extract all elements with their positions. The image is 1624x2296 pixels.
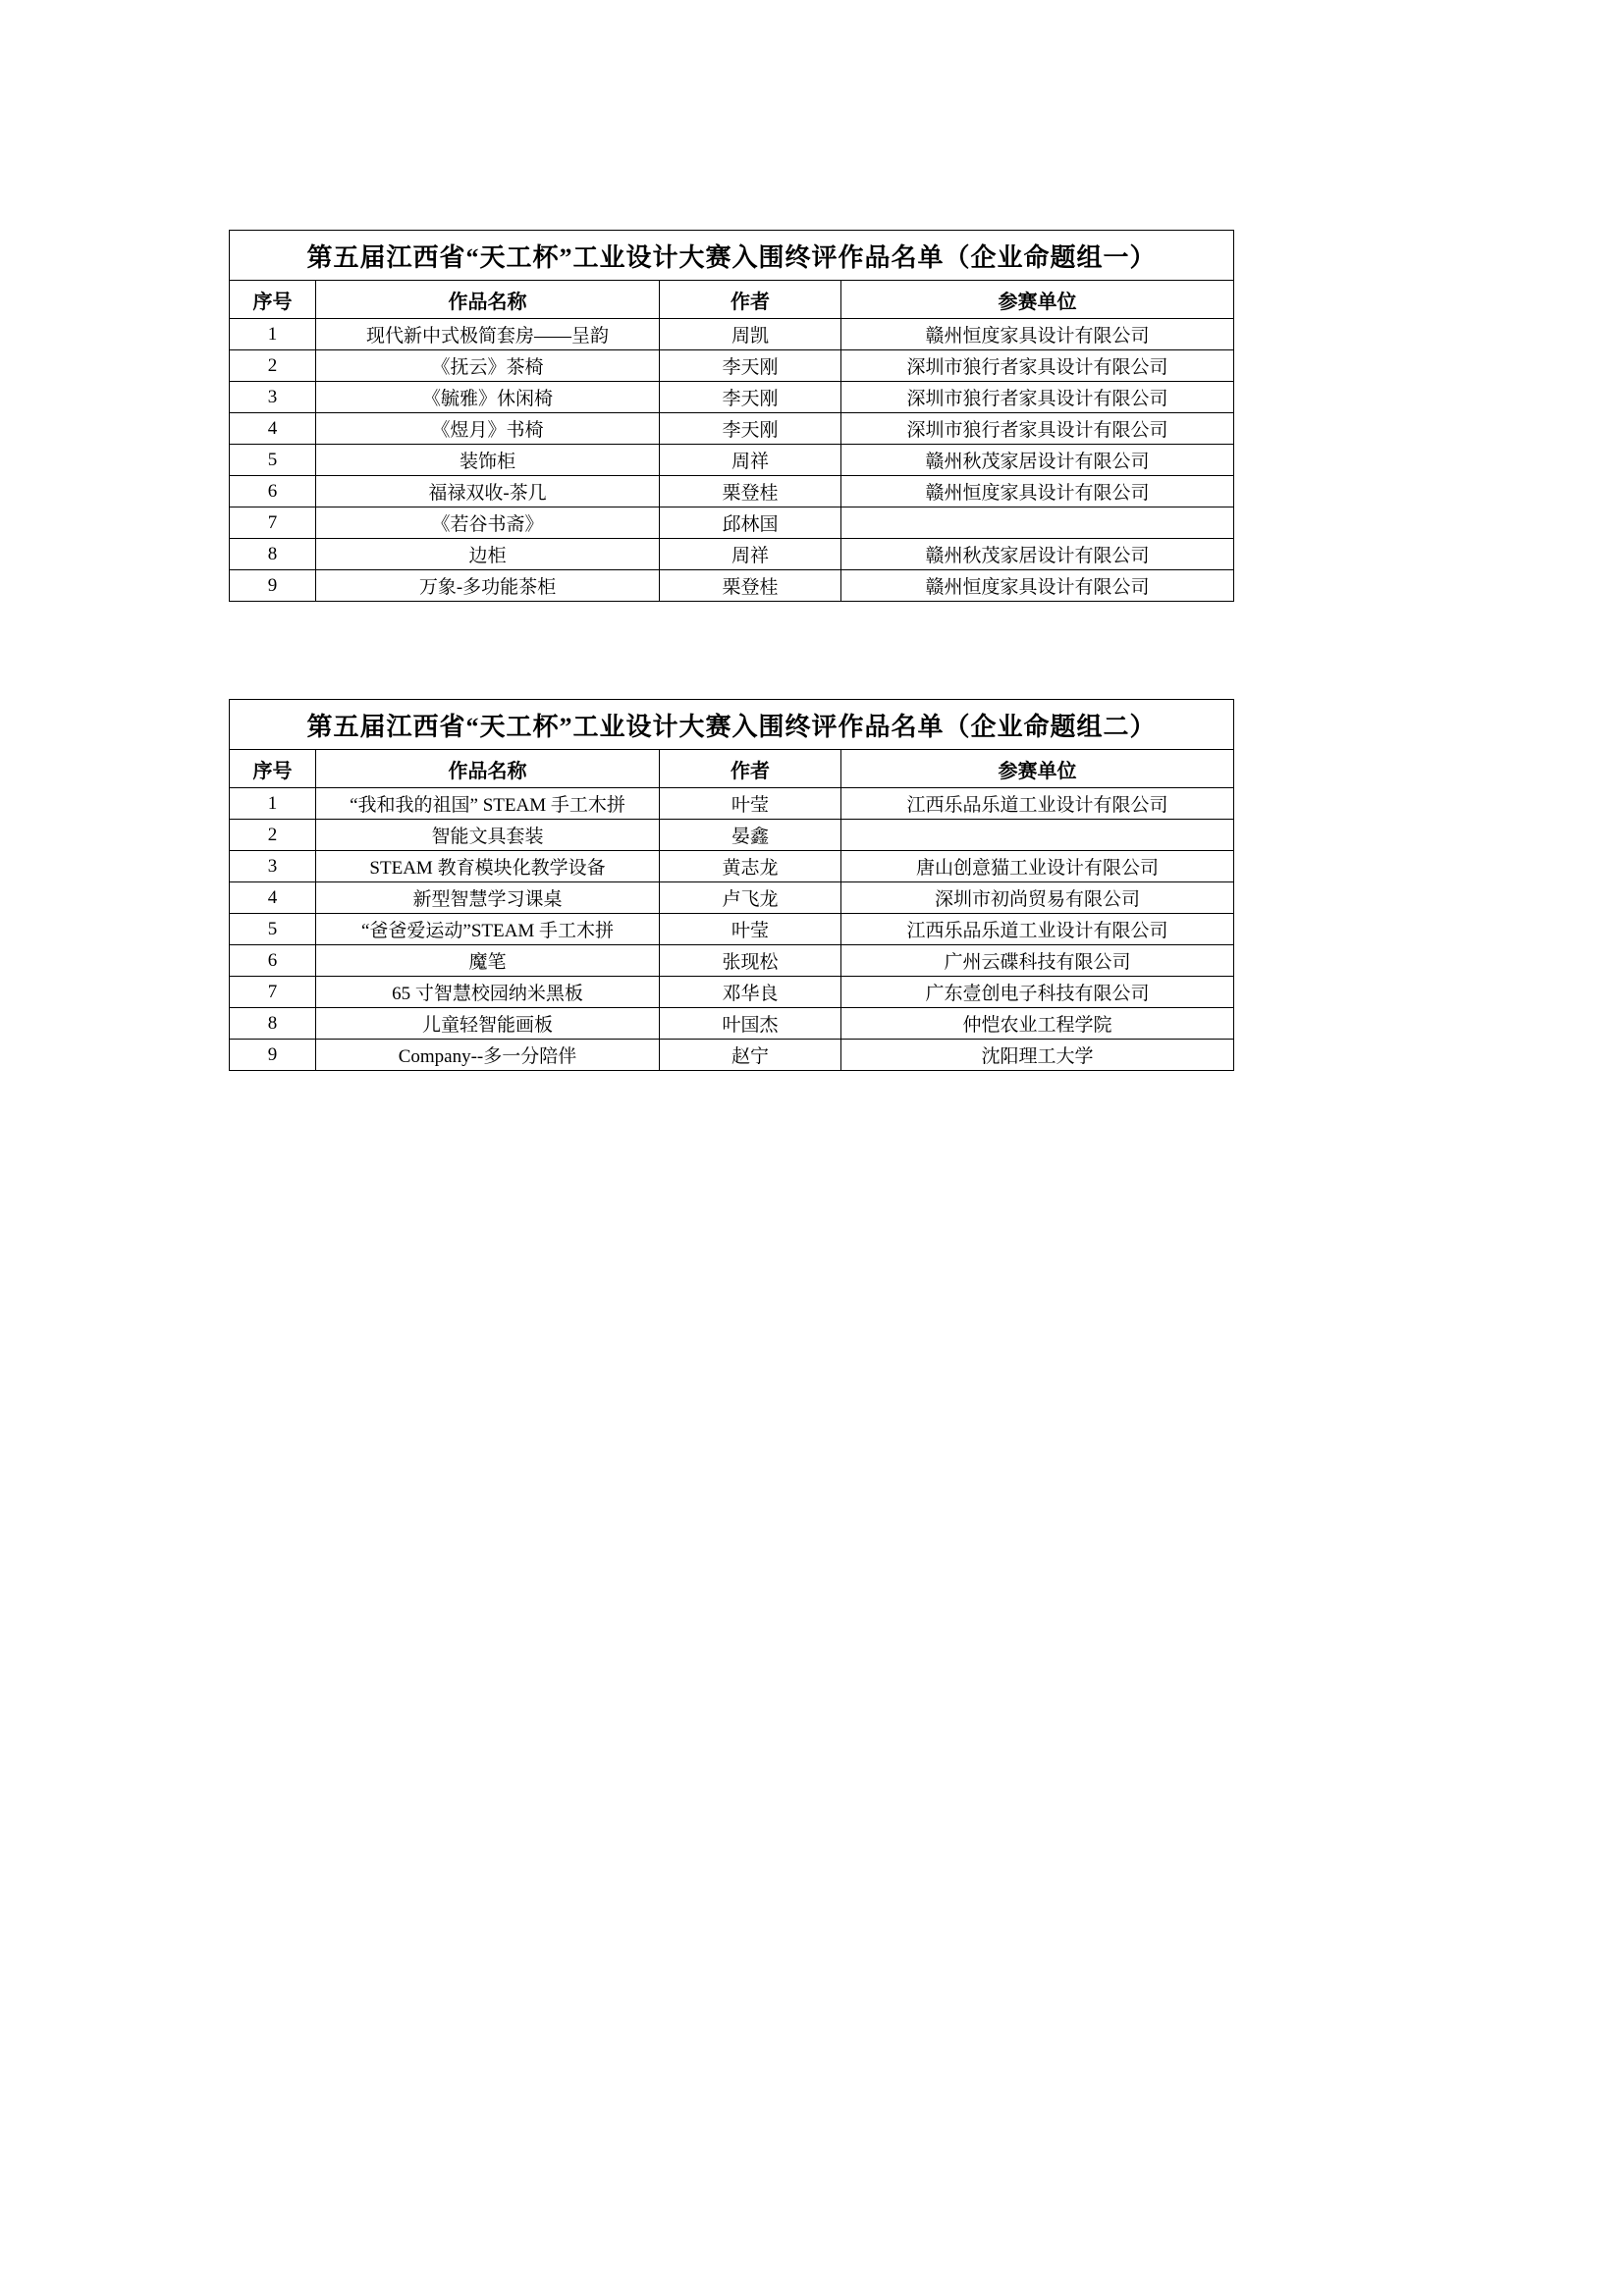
cell-work-name: 新型智慧学习课桌 (316, 882, 660, 914)
cell-index: 2 (230, 820, 316, 851)
cell-index: 4 (230, 413, 316, 445)
cell-unit: 赣州秋茂家居设计有限公司 (841, 445, 1234, 476)
table-row (230, 914, 1234, 945)
cell-author: 叶国杰 (660, 1008, 841, 1040)
cell-unit: 深圳市初尚贸易有限公司 (841, 882, 1234, 914)
cell-index: 1 (230, 788, 316, 820)
table-row (230, 882, 1234, 914)
cell-author: 李天刚 (660, 350, 841, 382)
cell-index: 3 (230, 851, 316, 882)
column-header-unit: 参赛单位 (841, 750, 1234, 788)
cell-index: 8 (230, 539, 316, 570)
cell-work-name: 《煜月》书椅 (316, 413, 660, 445)
cell-work-name: “爸爸爱运动”STEAM 手工木拼 (316, 914, 660, 945)
cell-author: 李天刚 (660, 413, 841, 445)
cell-author: 栗登桂 (660, 476, 841, 507)
cell-work-name: 《若谷书斋》 (316, 507, 660, 539)
cell-author: 张现松 (660, 945, 841, 977)
cell-index: 2 (230, 350, 316, 382)
cell-work-name: 智能文具套装 (316, 820, 660, 851)
cell-index: 7 (230, 507, 316, 539)
cell-unit (841, 507, 1234, 539)
table-row (230, 350, 1234, 382)
cell-unit: 深圳市狼行者家具设计有限公司 (841, 350, 1234, 382)
cell-author: 栗登桂 (660, 570, 841, 602)
cell-unit: 深圳市狼行者家具设计有限公司 (841, 382, 1234, 413)
column-header-work-name: 作品名称 (316, 750, 660, 788)
cell-index: 3 (230, 382, 316, 413)
cell-unit: 沈阳理工大学 (841, 1040, 1234, 1071)
cell-unit: 仲恺农业工程学院 (841, 1008, 1234, 1040)
cell-author: 晏鑫 (660, 820, 841, 851)
table-row (230, 413, 1234, 445)
table-row (230, 445, 1234, 476)
column-header-index: 序号 (230, 281, 316, 319)
cell-author: 叶莹 (660, 914, 841, 945)
cell-author: 赵宁 (660, 1040, 841, 1071)
cell-author: 黄志龙 (660, 851, 841, 882)
table-group-two (229, 699, 1234, 1071)
cell-work-name: 魔笔 (316, 945, 660, 977)
table-row (230, 476, 1234, 507)
cell-index: 8 (230, 1008, 316, 1040)
cell-index: 4 (230, 882, 316, 914)
table-row (230, 382, 1234, 413)
cell-index: 9 (230, 570, 316, 602)
table-title: 第五届江西省“天工杯”工业设计大赛入围终评作品名单（企业命题组一） (230, 231, 1234, 281)
cell-unit: 赣州秋茂家居设计有限公司 (841, 539, 1234, 570)
cell-work-name: 现代新中式极简套房——呈韵 (316, 319, 660, 350)
cell-work-name: 边柜 (316, 539, 660, 570)
cell-index: 6 (230, 476, 316, 507)
cell-author: 李天刚 (660, 382, 841, 413)
cell-work-name: 《毓雅》休闲椅 (316, 382, 660, 413)
table-row (230, 977, 1234, 1008)
column-header-author: 作者 (660, 750, 841, 788)
cell-unit: 广东壹创电子科技有限公司 (841, 977, 1234, 1008)
cell-author: 邓华良 (660, 977, 841, 1008)
table-row (230, 539, 1234, 570)
cell-index: 5 (230, 914, 316, 945)
column-header-index: 序号 (230, 750, 316, 788)
cell-index: 1 (230, 319, 316, 350)
cell-unit: 赣州恒度家具设计有限公司 (841, 319, 1234, 350)
cell-work-name: 儿童轻智能画板 (316, 1008, 660, 1040)
cell-author: 周祥 (660, 539, 841, 570)
table-header-row (230, 281, 1234, 319)
cell-work-name: 万象-多功能茶柜 (316, 570, 660, 602)
cell-unit: 赣州恒度家具设计有限公司 (841, 570, 1234, 602)
table-row (230, 788, 1234, 820)
column-header-work-name: 作品名称 (316, 281, 660, 319)
cell-unit: 江西乐品乐道工业设计有限公司 (841, 914, 1234, 945)
table-title-row (230, 700, 1234, 750)
cell-index: 9 (230, 1040, 316, 1071)
table-row (230, 570, 1234, 602)
table-row (230, 319, 1234, 350)
table-header-row (230, 750, 1234, 788)
cell-work-name: STEAM 教育模块化教学设备 (316, 851, 660, 882)
table-row (230, 945, 1234, 977)
cell-work-name: “我和我的祖国” STEAM 手工木拼 (316, 788, 660, 820)
table-row (230, 1008, 1234, 1040)
cell-unit (841, 820, 1234, 851)
cell-index: 5 (230, 445, 316, 476)
table-row (230, 1040, 1234, 1071)
column-header-author: 作者 (660, 281, 841, 319)
cell-unit: 唐山创意猫工业设计有限公司 (841, 851, 1234, 882)
cell-work-name: 65 寸智慧校园纳米黑板 (316, 977, 660, 1008)
cell-author: 卢飞龙 (660, 882, 841, 914)
cell-work-name: Company--多一分陪伴 (316, 1040, 660, 1071)
cell-unit: 深圳市狼行者家具设计有限公司 (841, 413, 1234, 445)
table-title: 第五届江西省“天工杯”工业设计大赛入围终评作品名单（企业命题组二） (230, 700, 1234, 750)
cell-author: 叶莹 (660, 788, 841, 820)
cell-unit: 江西乐品乐道工业设计有限公司 (841, 788, 1234, 820)
cell-unit: 广州云碟科技有限公司 (841, 945, 1234, 977)
cell-work-name: 装饰柜 (316, 445, 660, 476)
cell-author: 周祥 (660, 445, 841, 476)
cell-author: 周凯 (660, 319, 841, 350)
column-header-unit: 参赛单位 (841, 281, 1234, 319)
table-row (230, 820, 1234, 851)
table-title-row (230, 231, 1234, 281)
cell-work-name: 福禄双收-茶几 (316, 476, 660, 507)
cell-unit: 赣州恒度家具设计有限公司 (841, 476, 1234, 507)
cell-author: 邱林国 (660, 507, 841, 539)
cell-index: 6 (230, 945, 316, 977)
cell-index: 7 (230, 977, 316, 1008)
table-group-one (229, 230, 1234, 602)
table-row (230, 507, 1234, 539)
table-row (230, 851, 1234, 882)
cell-work-name: 《抚云》茶椅 (316, 350, 660, 382)
